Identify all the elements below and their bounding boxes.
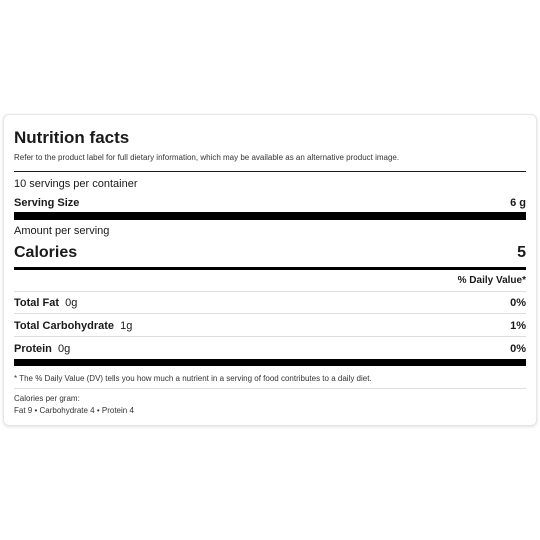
daily-value-footnote: * The % Daily Value (DV) tells you how much a nutrient in a serving of food contributes to a daily diet. [14,374,372,383]
nutrient-row [14,320,526,332]
nutrient-row [14,297,526,309]
nutrient-amount: 0g [58,343,71,355]
divider [14,171,526,172]
calories-row [14,244,526,262]
calories-label: Calories [14,244,78,261]
serving-size-label: Serving Size [14,197,80,209]
nutrition-facts-content [14,115,526,425]
nutrition-facts-card [3,114,537,426]
servings-row [14,178,526,190]
nutrition-subtitle: Refer to the product label for full dietary information, which may be available as an alternative product image. [14,153,400,162]
servings-text: 10 servings per container [14,178,138,190]
row-divider [14,291,526,292]
thick-divider-bottom [14,359,526,366]
nutrition-title: Nutrition facts [14,128,130,147]
row-divider [14,388,526,389]
serving-size-row [14,197,526,209]
thick-divider [14,212,526,220]
calories-value: 5 [517,244,526,261]
nutrient-name: Total Fat [14,297,60,309]
serving-size-value: 6 g [510,197,526,209]
nutrient-row [14,343,526,355]
nutrient-name: Protein [14,343,52,355]
amount-per-serving-row [14,225,526,237]
row-divider [14,336,526,337]
nutrient-name: Total Carbohydrate [14,320,115,332]
amount-per-serving: Amount per serving [14,225,110,237]
nutrient-amount: 0g [65,297,78,309]
calories-per-gram-label: Calories per gram: [14,394,80,403]
medium-divider [14,267,526,270]
calories-per-gram-values: Fat 9 • Carbohydrate 4 • Protein 4 [14,406,134,415]
nutrient-amount: 1g [120,320,133,332]
nutrient-dv: 0% [510,343,526,355]
nutrient-dv: 1% [510,320,526,332]
row-divider [14,313,526,314]
daily-value-header: % Daily Value* [457,275,526,286]
nutrient-dv: 0% [510,297,526,309]
daily-value-header-row [14,275,526,286]
